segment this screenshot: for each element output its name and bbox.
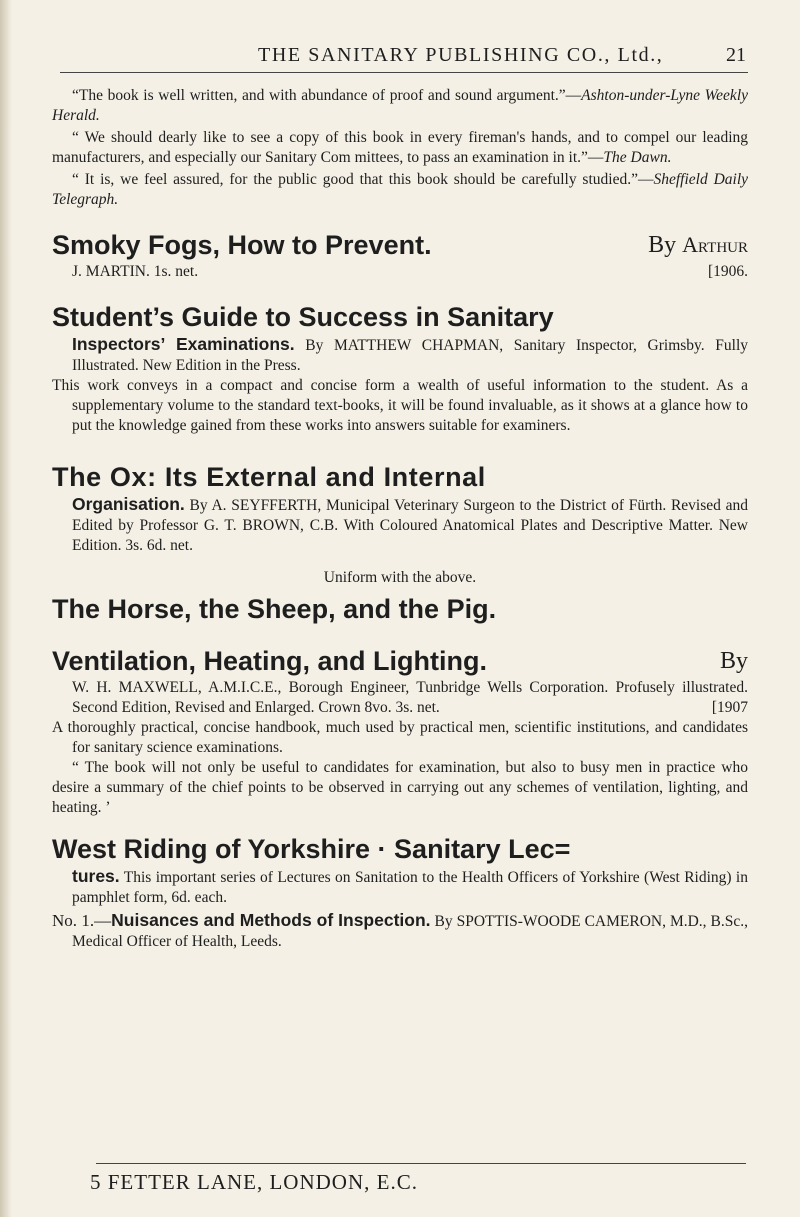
review-text: “ We should dearly like to see a copy of this book in every fireman's hands, and to compel our leading manufacturers, and especially our Sanitary Com mittees, to pass an examination in it.”— — [52, 129, 748, 166]
review-text: “ It is, we feel assured, for the public good that this book should be carefully studied.”— — [72, 171, 654, 188]
details-text: W. H. MAXWELL, A.M.I.C.E., Borough Engineer, Tunbridge Wells Corporation. Profusely illustrated. Second Edition, Revised and Enlarged. Crown 8vo. 3s. net. — [72, 679, 748, 716]
page-spine-shadow — [0, 0, 12, 1217]
by-text: By — [648, 232, 677, 258]
title-text: Smoky Fogs, How to Prevent. — [52, 230, 432, 260]
entry-title: The Ox: Its External and Internal — [52, 462, 486, 492]
entry-description: This work conveys in a compact and concise form a wealth of useful information to the student. As a supplementary volume to the standard text-books, it will be found invaluable, as it shows at a glance how to put the knowledge gained from these works into answers suitable for examiners. — [52, 377, 748, 434]
entry-description: A thoroughly practical, concise handbook, much used by practical men, scientific institutions, and candidates for sanitary science examinations. — [52, 719, 748, 756]
header-rule — [60, 72, 748, 73]
review-2 — [52, 128, 748, 168]
title-continuation: Inspectors’ Examinations. — [72, 334, 295, 354]
entry-ventilation — [52, 644, 748, 818]
entry-students-guide — [52, 300, 748, 436]
review-text: “The book is well written, and with abundance of proof and sound argument.”— — [72, 87, 582, 104]
entry-details — [52, 262, 748, 282]
entry-quote: “ The book will not only be useful to candidates for examination, but also to busy men in practice who desire a summary of the chief points to be observed in carrying out any schemes of ventilation, lighting, and heating. ’ — [52, 759, 748, 816]
uniform-note: Uniform with the above. — [323, 569, 477, 586]
title-byline — [648, 228, 748, 262]
by-text: By — [719, 648, 748, 674]
review-source: Ashton-under-Lyne Weekly Herald. — [52, 87, 748, 124]
entry-the-ox — [52, 460, 748, 588]
entry-the-horse — [52, 592, 748, 626]
entry-west-riding — [52, 832, 748, 952]
title-text: Ventilation, Heating, and Lighting. — [52, 646, 487, 676]
entry-details — [52, 678, 748, 718]
author-rest: J. MARTIN. 1s. net. — [72, 263, 199, 280]
details-text: This important series of Lectures on Sanitation to the Health Officers of Yorkshire (West Riding) in pamphlet form, 6d. each. — [72, 869, 748, 906]
entry-details — [52, 494, 748, 556]
entry-smoky-fogs — [52, 228, 748, 282]
subitem-details: By SPOTTIS-WOODE CAMERON, M.D., B.Sc., Medical Officer of Health, Leeds. — [72, 913, 749, 950]
page-body — [52, 86, 748, 952]
title-continuation: Organisation. — [72, 494, 185, 514]
subitem-label: No. 1.— — [52, 911, 112, 930]
review-source: The Dawn. — [603, 149, 672, 166]
entry-title: Student’s Guide to Success in Sanitary — [52, 302, 554, 332]
title-continuation: tures. — [72, 866, 120, 886]
publisher-address: 5 FETTER LANE, LONDON, E.C. — [90, 1170, 418, 1194]
entry-title — [52, 228, 748, 262]
entry-year: [1907 — [711, 699, 748, 716]
entry-title — [52, 644, 748, 678]
entry-year: [1906. — [707, 263, 748, 280]
details-text: By MATTHEW CHAPMAN, Sanitary Inspector, Grimsby. Fully Illustrated. New Edition in the Press. — [72, 337, 748, 374]
details-text: By A. SEYFFERTH, Municipal Veterinary Surgeon to the District of Fürth. Revised and Edited by Professor G. T. BROWN, C.B. With Coloured Anatomical Plates and Descriptive Matter. New Edition. 3s. 6d. net. — [72, 497, 749, 554]
running-head: THE SANITARY PUBLISHING CO., Ltd., — [258, 44, 664, 66]
entry-details — [52, 866, 748, 908]
entry-subitem — [52, 910, 748, 952]
review-source: Sheffield Daily Telegraph. — [52, 171, 749, 208]
subitem-title: Nuisances and Methods of Inspection. — [111, 910, 431, 930]
footer-rule — [96, 1163, 746, 1164]
review-1 — [52, 86, 748, 126]
page-number: 21 — [726, 44, 746, 66]
author-head: Arthur — [682, 232, 748, 257]
review-3 — [52, 170, 748, 210]
entry-details — [52, 334, 748, 376]
entry-title: The Horse, the Sheep, and the Pig. — [52, 594, 497, 624]
entry-title: West Riding of Yorkshire · Sanitary Lec= — [52, 834, 571, 864]
